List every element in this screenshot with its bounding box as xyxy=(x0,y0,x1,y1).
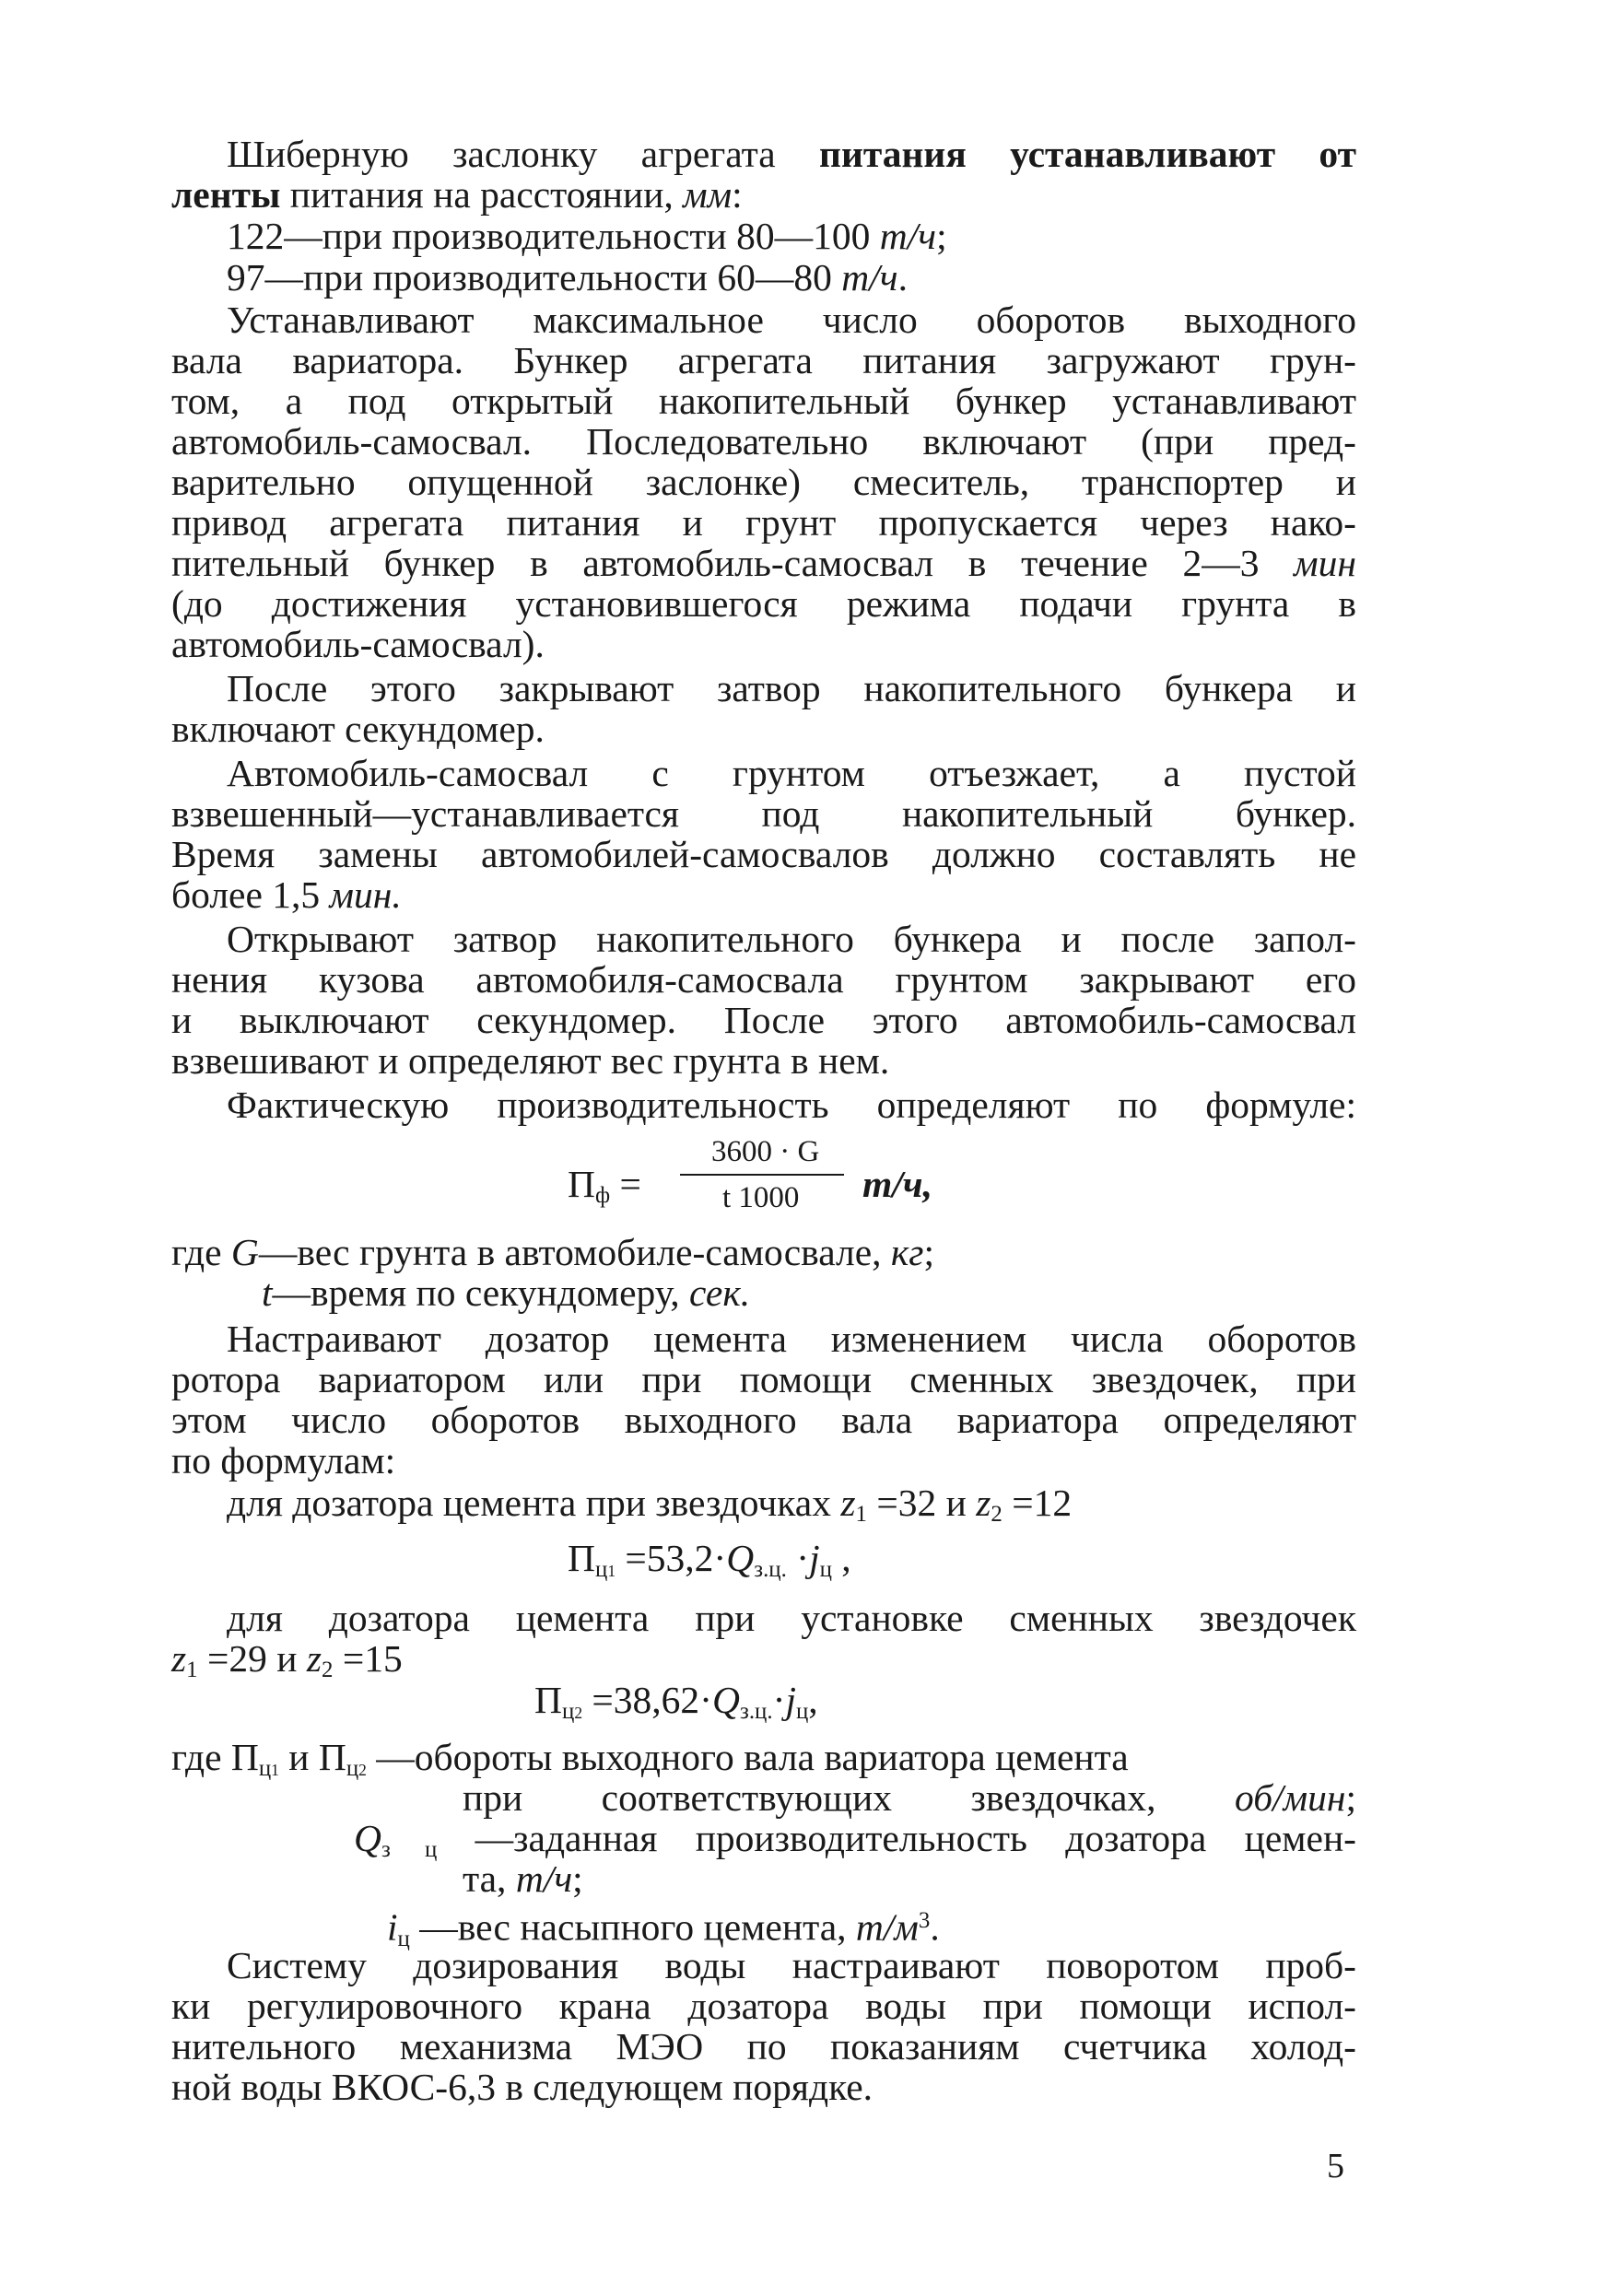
subscript: 2 xyxy=(991,1502,1002,1528)
text: . xyxy=(897,256,908,299)
paragraph-line: по формулам: xyxy=(171,1439,396,1482)
unit: кг xyxy=(890,1231,924,1273)
paragraph-line: После этого закрывают затвор накопительного бункера и xyxy=(227,667,1356,709)
paragraph-line xyxy=(171,543,1356,583)
text: · xyxy=(772,1679,786,1721)
subscript: 1 xyxy=(855,1502,867,1528)
subscript: з.ц. xyxy=(740,1699,773,1725)
paragraph-line: взвешенный—устанавливается под накопительный бункер. xyxy=(171,792,1356,835)
text: —обороты выходного вала вариатора цемента xyxy=(366,1736,1129,1778)
unit: т/ч xyxy=(515,1857,573,1900)
text: · xyxy=(786,1537,810,1579)
text: =32 и xyxy=(866,1482,977,1524)
paragraph-line xyxy=(227,134,1356,174)
definition-line xyxy=(262,1272,750,1313)
text: Шиберную заслонку агрегата xyxy=(227,133,820,175)
formula xyxy=(534,1680,818,1733)
paragraph-line: взвешивают и определяют вес грунта в нем. xyxy=(171,1039,890,1082)
denominator-text: t 1000 xyxy=(722,1181,800,1214)
paragraph-line: Устанавливают максимальное число оборотов выходного xyxy=(227,299,1356,341)
text: ; xyxy=(923,1231,935,1273)
text: 122—при производительности 80—100 xyxy=(227,215,880,257)
paragraph-line: том, а под открытый накопительный бункер устанавливают xyxy=(171,380,1356,422)
paragraph-line: ной воды ВКОС-6,3 в следующем порядке. xyxy=(171,2066,873,2108)
subscript: з ц xyxy=(381,1837,438,1863)
variable: i xyxy=(387,1905,398,1949)
variable: t xyxy=(262,1271,273,1314)
paragraph-line: нения кузова автомобиля-самосвала грунтом закрывают его xyxy=(171,958,1356,1001)
text: и П xyxy=(278,1736,346,1778)
text: . xyxy=(930,1905,940,1949)
unit: мин xyxy=(1294,542,1356,584)
subscript: ц xyxy=(594,1557,608,1583)
subscript-index: 2 xyxy=(574,1704,583,1723)
text: 97—при производительности 60—80 xyxy=(227,256,842,299)
symbol: П xyxy=(534,1679,562,1721)
symbol: П xyxy=(568,1163,595,1205)
subscript: ц xyxy=(258,1756,272,1782)
paragraph-line: Систему дозирования воды настраивают поворотом проб- xyxy=(227,1944,1356,1986)
text: для дозатора цемента при звездочках xyxy=(227,1482,841,1524)
subscript-index: 2 xyxy=(358,1761,367,1780)
text: =29 и xyxy=(197,1637,307,1680)
definition-line xyxy=(463,1858,583,1899)
variable: z xyxy=(976,1482,991,1524)
paragraph-line: Время замены автомобилей-самосвалов должно составлять не xyxy=(171,833,1356,875)
unit: сек. xyxy=(689,1271,751,1314)
text: —время по секундомеру, xyxy=(272,1271,690,1314)
paragraph-line: (до достижения установившегося режима подачи грунта в xyxy=(171,582,1356,625)
text: , xyxy=(831,1537,851,1579)
variable: j xyxy=(809,1537,820,1579)
unit: мм xyxy=(683,173,733,216)
paragraph-line: Автомобиль-самосвал с грунтом отъезжает, а пустой xyxy=(227,752,1356,794)
text: питания на расстоянии, xyxy=(280,173,684,216)
unit: т/ч xyxy=(879,215,937,257)
paragraph-line: вала вариатора. Бункер агрегата питания загружают грун- xyxy=(171,339,1356,381)
text: =15 xyxy=(333,1637,403,1680)
text: —вес насыпного цемента, xyxy=(409,1905,856,1949)
text: —заданная производительность дозатора цемен- xyxy=(437,1817,1356,1859)
variable: Q xyxy=(712,1679,740,1721)
paragraph-line xyxy=(171,1638,403,1691)
paragraph-line: включают секундомер. xyxy=(171,708,545,750)
formula-unit: т/ч, xyxy=(862,1163,932,1205)
text: , xyxy=(808,1679,818,1721)
numerator-text: 3600 · G xyxy=(711,1135,820,1168)
paragraph-line: Открывают затвор накопительного бункера и после запол- xyxy=(227,918,1356,960)
paragraph-line: автомобиль-самосвал). xyxy=(171,623,545,665)
paragraph-line: автомобиль-самосвал. Последовательно включают (при пред- xyxy=(171,420,1356,463)
fraction-bar xyxy=(680,1174,844,1176)
formula-lhs xyxy=(568,1164,641,1216)
definition-line xyxy=(171,1232,1356,1272)
variable: Q xyxy=(726,1537,755,1579)
formula xyxy=(568,1538,851,1591)
subscript: 2 xyxy=(322,1658,334,1683)
paragraph-line: и выключают секундомер. После этого автомобиль-самосвал xyxy=(171,999,1356,1041)
paragraph-line xyxy=(227,1482,1072,1535)
bold-text: ленты xyxy=(171,173,281,216)
subscript-index: 1 xyxy=(607,1562,616,1581)
subscript: ц xyxy=(397,1926,410,1951)
unit: т/ч xyxy=(841,256,898,299)
fraction xyxy=(680,1135,846,1227)
paragraph-line: этом число оборотов выходного вала вариатора определяют xyxy=(171,1399,1356,1441)
superscript: 3 xyxy=(918,1908,931,1933)
paragraph-line: для дозатора цемента при установке сменных звездочек xyxy=(227,1597,1356,1639)
variable: j xyxy=(785,1679,796,1721)
text: при соответствующих звездочках, xyxy=(463,1776,1236,1819)
text: ; xyxy=(572,1857,583,1900)
text: та, xyxy=(463,1857,516,1900)
subscript: з.ц. xyxy=(754,1557,787,1583)
text: =53,2· xyxy=(616,1537,727,1579)
variable: z xyxy=(171,1637,187,1680)
subscript: ц xyxy=(346,1756,359,1782)
definition-line xyxy=(463,1777,1356,1818)
text: ; xyxy=(936,215,947,257)
paragraph-line: ротора вариатором или при помощи сменных звездочек, при xyxy=(171,1358,1356,1400)
page-number: 5 xyxy=(1327,2147,1344,2185)
symbol: П xyxy=(568,1537,595,1579)
text: —вес грунта в автомобиле-самосвале, xyxy=(258,1231,891,1273)
paragraph-line: Настраивают дозатор цемента изменением числа оборотов xyxy=(227,1318,1356,1360)
numerator xyxy=(711,1135,819,1168)
subscript-index: 1 xyxy=(271,1761,279,1780)
variable: Q xyxy=(354,1817,381,1859)
subscript: ф xyxy=(594,1183,611,1209)
paragraph-line xyxy=(171,874,1356,915)
list-item xyxy=(227,257,1356,298)
text: ; xyxy=(1345,1776,1356,1819)
subscript: ц xyxy=(561,1699,575,1725)
text: =38,62· xyxy=(582,1679,713,1721)
paragraph-line: Фактическую производительность определяют по формуле: xyxy=(227,1084,1356,1126)
paragraph-line: привод агрегата питания и грунт пропускается через нако- xyxy=(171,501,1356,544)
variable: G xyxy=(230,1231,259,1273)
unit: мин. xyxy=(329,873,402,916)
paragraph-line: нительного механизма МЭО по показаниям счетчика холод- xyxy=(171,2025,1356,2068)
text: где П xyxy=(171,1736,259,1778)
list-item xyxy=(227,216,1356,256)
equals: = xyxy=(610,1163,641,1205)
unit: об/мин xyxy=(1235,1776,1346,1819)
text: где xyxy=(171,1231,231,1273)
paragraph-line: ки регулировочного крана дозатора воды при помощи испол- xyxy=(171,1985,1356,2027)
unit: т/м xyxy=(855,1905,919,1949)
paragraph-line: варительно опущенной заслонке) смеситель, транспортер и xyxy=(171,461,1356,503)
text: более 1,5 xyxy=(171,873,330,916)
bold-text: питания устанавливают от xyxy=(819,133,1357,175)
subscript: 1 xyxy=(186,1658,198,1683)
text: : xyxy=(732,173,743,216)
subscript: ц xyxy=(819,1557,832,1583)
variable: z xyxy=(306,1637,322,1680)
paragraph-line xyxy=(171,174,1356,215)
text: =12 xyxy=(1002,1482,1073,1524)
subscript: ц xyxy=(795,1699,809,1725)
denominator xyxy=(722,1181,799,1214)
variable: z xyxy=(840,1482,856,1524)
text: пительный бункер в автомобиль-самосвал в течение 2—3 xyxy=(171,542,1295,584)
